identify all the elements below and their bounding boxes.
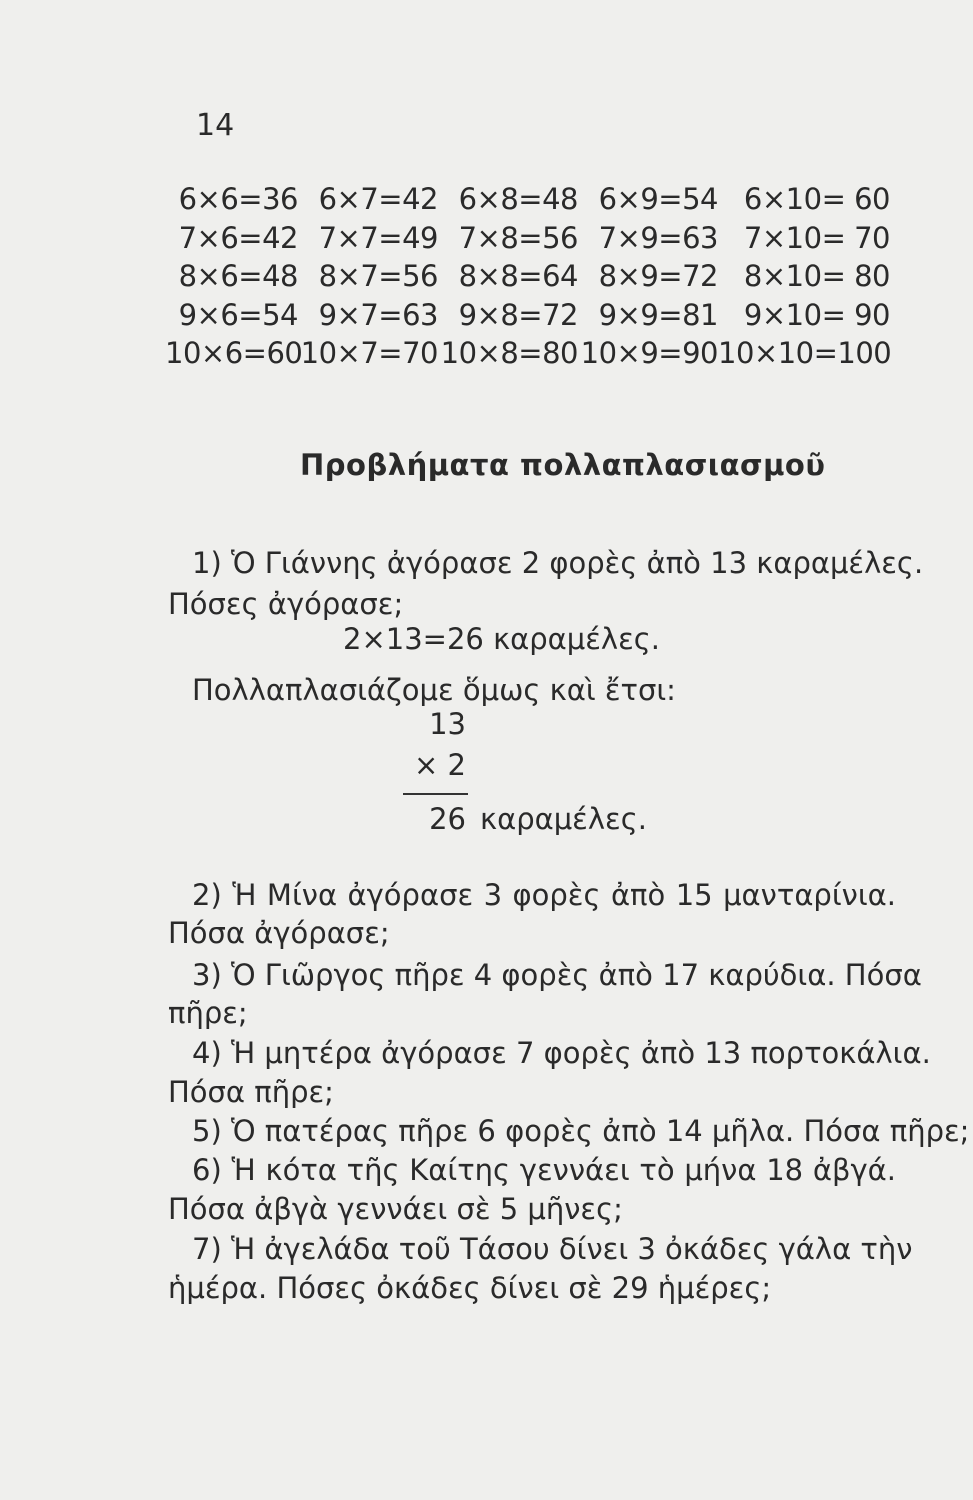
table-cell: 6×10= 60 — [743, 182, 890, 217]
problem-4-line-1: 4) Ἡ μητέρα ἀγόρασε 7 φορὲς ἀπὸ 13 πορτοκάλια. — [192, 1036, 931, 1070]
table-cell: 8×7=56 — [318, 259, 438, 294]
table-cell: 9×7=63 — [318, 297, 438, 332]
section-title: Προβλήματα πολλαπλασιασμοῦ — [300, 448, 826, 482]
multiplication-table — [165, 180, 890, 373]
table-cell: 9×8=72 — [458, 297, 578, 332]
table-cell: 10×9=90 — [580, 336, 718, 371]
page-number: 14 — [196, 108, 235, 143]
problem-4-line-2: Πόσα πῆρε; — [168, 1075, 334, 1109]
problem-7-line-2: ἡμέρα. Πόσες ὀκάδες δίνει σὲ 29 ἡμέρες; — [168, 1271, 772, 1305]
table-cell: 9×9=81 — [598, 297, 718, 332]
table-cell: 7×10= 70 — [743, 220, 890, 255]
table-cell: 10×10=100 — [718, 336, 892, 371]
problem-7-line-1: 7) Ἡ ἀγελάδα τοῦ Τάσου δίνει 3 ὀκάδες γάλα τὴν — [192, 1232, 913, 1266]
table-row — [165, 296, 890, 335]
table-cell: 7×7=49 — [318, 220, 438, 255]
problem-6-line-2: Πόσα ἀβγὰ γεννάει σὲ 5 μῆνες; — [168, 1192, 623, 1226]
problem-3-line-1: 3) Ὁ Γιῶργος πῆρε 4 φορὲς ἀπὸ 17 καρύδια. Πόσα — [192, 958, 922, 992]
table-cell: 9×10= 90 — [743, 297, 890, 332]
problem-5-line-1: 5) Ὁ πατέρας πῆρε 6 φορὲς ἀπὸ 14 μῆλα. Πόσα πῆρε; — [192, 1114, 970, 1148]
table-row — [165, 257, 890, 296]
table-cell: 7×9=63 — [598, 220, 718, 255]
table-cell: 6×8=48 — [458, 182, 578, 217]
table-cell: 8×9=72 — [598, 259, 718, 294]
table-cell: 9×6=54 — [178, 297, 298, 332]
table-row — [165, 219, 890, 258]
table-cell: 6×7=42 — [318, 182, 438, 217]
multiplicand: 13 — [429, 707, 466, 741]
table-cell: 10×6=60 — [165, 336, 303, 371]
problem-3-line-2: πῆρε; — [168, 996, 248, 1030]
table-cell: 8×6=48 — [178, 259, 298, 294]
table-row — [165, 334, 890, 373]
problem-2-line-2: Πόσα ἀγόρασε; — [168, 916, 390, 950]
problem-1-method-intro: Πολλαπλασιάζομε ὅμως καὶ ἔτσι: — [192, 673, 676, 707]
table-cell: 8×10= 80 — [743, 259, 890, 294]
problem-2-line-1: 2) Ἡ Μίνα ἀγόρασε 3 φορὲς ἀπὸ 15 μανταρίνια. — [192, 878, 896, 912]
table-row — [165, 180, 890, 219]
table-cell: 7×6=42 — [178, 220, 298, 255]
table-cell: 6×9=54 — [598, 182, 718, 217]
product-unit: καραμέλες. — [480, 802, 647, 836]
problem-1-line-2: Πόσες ἀγόρασε; — [168, 587, 404, 621]
multiplier: × 2 — [414, 748, 466, 782]
problem-1-line-1: 1) Ὁ Γιάννης ἀγόρασε 2 φορὲς ἀπὸ 13 καραμέλες. — [192, 546, 924, 580]
problem-1-solution: 2×13=26 καραμέλες. — [343, 622, 661, 656]
calculation-rule — [403, 793, 468, 795]
table-cell: 8×8=64 — [458, 259, 578, 294]
table-cell: 7×8=56 — [458, 220, 578, 255]
table-cell: 10×8=80 — [440, 336, 578, 371]
table-cell: 6×6=36 — [178, 182, 298, 217]
table-cell: 10×7=70 — [300, 336, 438, 371]
product: 26 — [429, 802, 466, 836]
problem-6-line-1: 6) Ἡ κότα τῆς Καίτης γεννάει τὸ μήνα 18 ἀβγά. — [192, 1153, 896, 1187]
